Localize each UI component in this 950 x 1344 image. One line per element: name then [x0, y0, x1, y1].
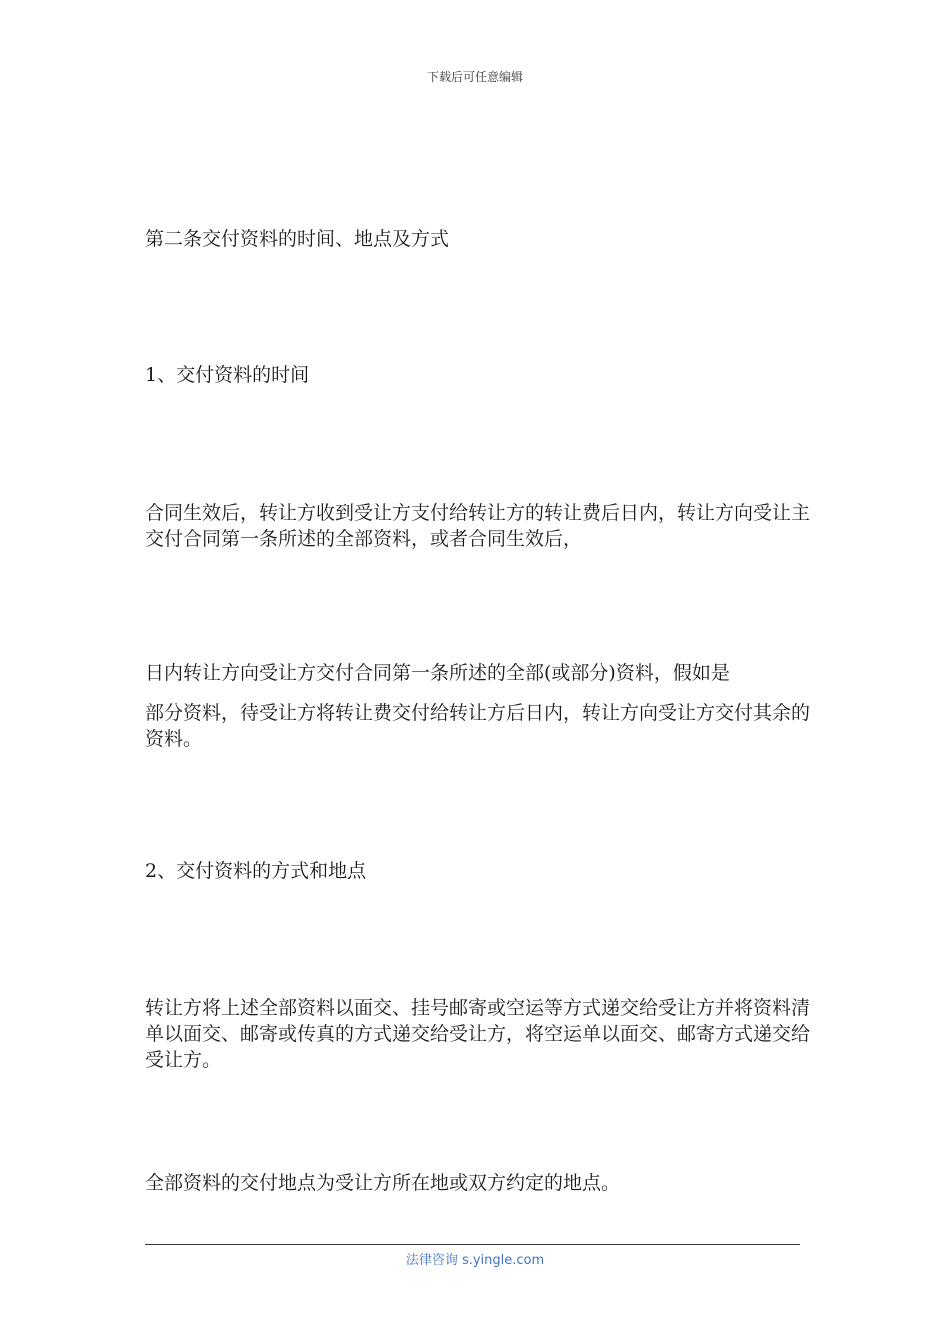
section1-paragraph-2-line-1: 日内转让方向受让方交付合同第一条所述的全部(或部分)资料，假如是 [145, 662, 730, 684]
page-header-note: 下载后可任意编辑 [426, 70, 523, 84]
section1-heading: 1、交付资料的时间 [145, 364, 310, 386]
section1-paragraph-1: 合同生效后，转让方收到受让方支付给转让方的转让费后日内，转让方向受让主交付合同第一条所述的全部资料，或者合同生效后， [145, 502, 811, 550]
section2-paragraph-1: 转让方将上述全部资料以面交、挂号邮寄或空运等方式递交给受让方并将资料清单以面交、邮寄或传真的方式递交给受让方，将空运单以面交、邮寄方式递交给受让方。 [145, 997, 811, 1071]
section1-paragraph-2-continued: 部分资料，待受让方将转让费交付给转让方后日内，转让方向受让方交付其余的资料。 [145, 702, 811, 750]
section2-paragraph-2: 全部资料的交付地点为受让方所在地或双方约定的地点。 [145, 1172, 621, 1194]
footer-divider [145, 1244, 800, 1245]
footer-link[interactable]: 法律咨询 s.yingle.com [405, 1253, 545, 1268]
article-title: 第二条交付资料的时间、地点及方式 [145, 228, 450, 250]
section2-heading: 2、交付资料的方式和地点 [145, 860, 367, 882]
